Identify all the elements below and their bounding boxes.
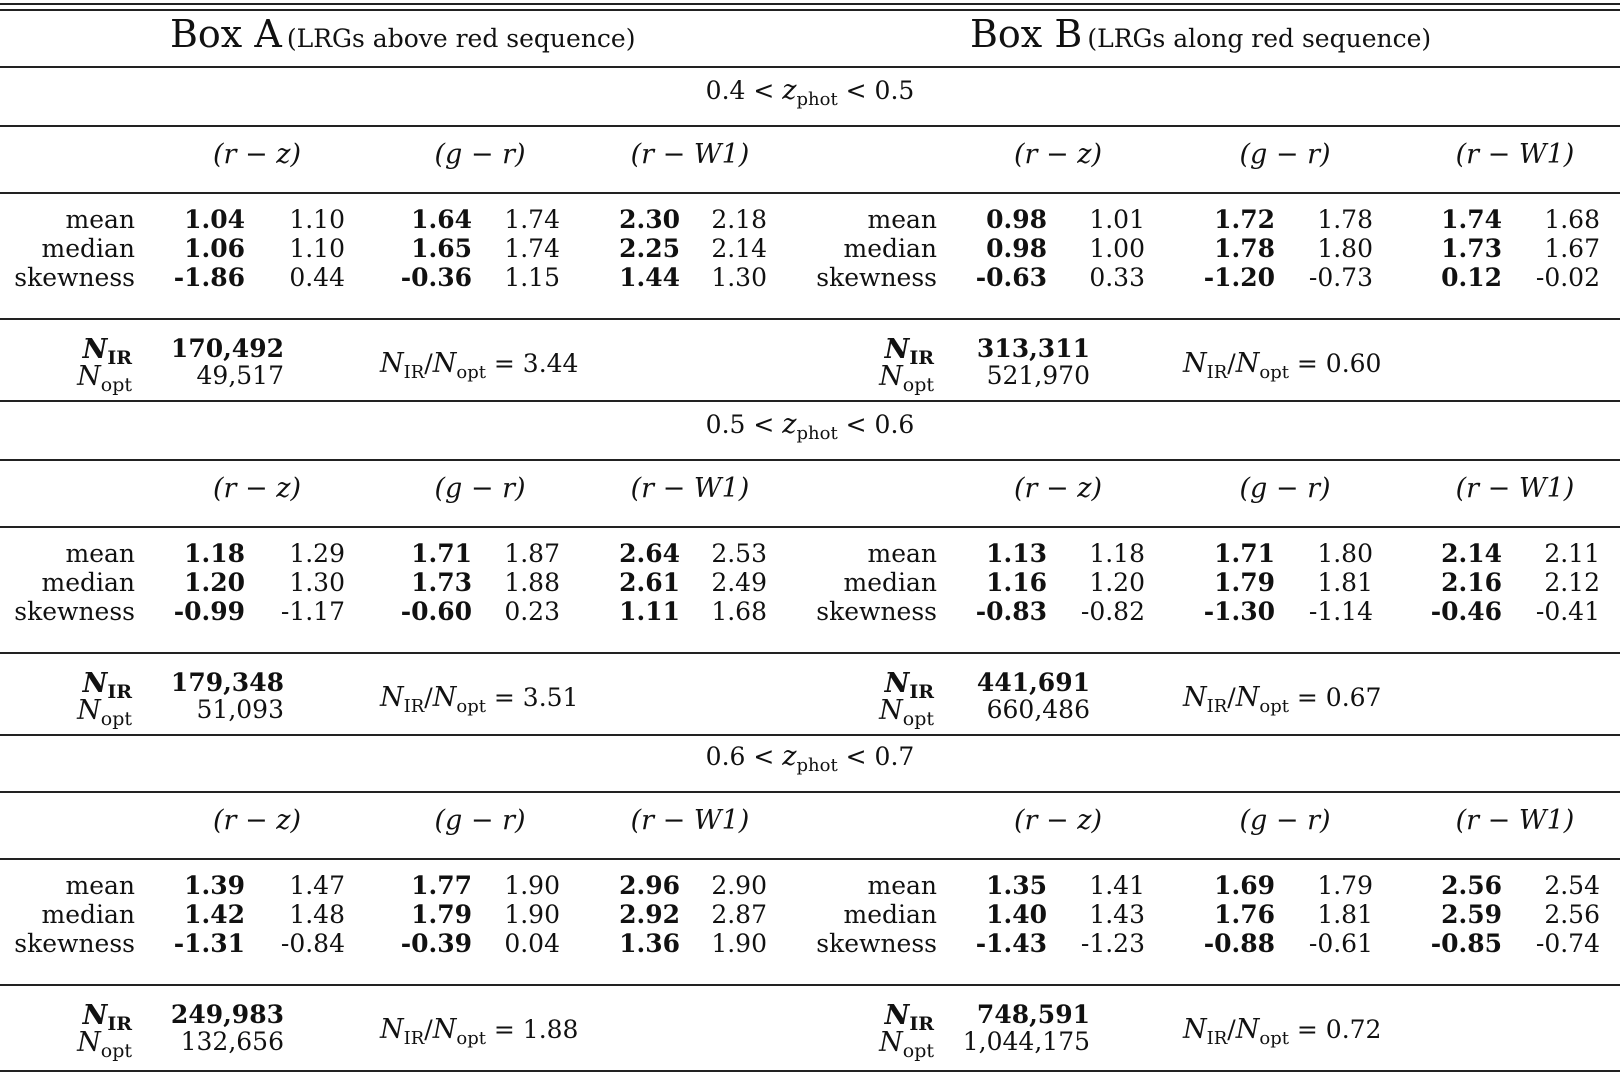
opt-value: 0.04 xyxy=(504,929,560,958)
opt-value: 1.81 xyxy=(1317,568,1373,597)
color-column-header: (g − r) xyxy=(434,805,526,836)
ir-value: -0.85 xyxy=(1430,929,1502,958)
columns-rule xyxy=(0,192,1620,194)
n-ir-label: $N_{IR}$ xyxy=(82,334,132,369)
n-opt-sub: opt xyxy=(902,708,934,730)
ir-value: 1.35 xyxy=(986,871,1047,900)
ir-value: -0.39 xyxy=(400,929,472,958)
stat-label-median: median xyxy=(41,234,135,263)
ir-value: 1.77 xyxy=(411,871,472,900)
opt-value: 1.90 xyxy=(504,900,560,929)
ir-value: -0.88 xyxy=(1203,929,1275,958)
opt-value: 1.81 xyxy=(1317,900,1373,929)
opt-value: 2.14 xyxy=(711,234,767,263)
stats-rule xyxy=(0,318,1620,320)
opt-value: 1.10 xyxy=(289,234,345,263)
n-opt-count: 1,044,175 xyxy=(962,1027,1090,1056)
opt-value: 2.11 xyxy=(1544,539,1600,568)
ir-value: 0.98 xyxy=(986,234,1047,263)
opt-value: 1.48 xyxy=(289,900,345,929)
color-column-header: (r − W1) xyxy=(1455,473,1575,504)
opt-value: 2.87 xyxy=(711,900,767,929)
header-rule xyxy=(0,66,1620,68)
ir-value: 1.79 xyxy=(1214,568,1275,597)
z-symbol: < $z_{phot}$ < xyxy=(745,741,875,776)
opt-value: 2.90 xyxy=(711,871,767,900)
opt-value: 1.20 xyxy=(1089,568,1145,597)
columns-rule xyxy=(0,526,1620,528)
n-ir-label: $N_{IR}$ xyxy=(82,668,132,703)
ir-value: 1.16 xyxy=(986,568,1047,597)
ir-value: 1.04 xyxy=(184,205,245,234)
ratio-value: 0.60 xyxy=(1325,349,1382,378)
color-column-header: (r − W1) xyxy=(1455,139,1575,170)
ir-value: 1.11 xyxy=(619,597,680,626)
n-ir-count: 179,348 xyxy=(170,668,284,697)
ir-value: 1.73 xyxy=(411,568,472,597)
opt-value: 1.68 xyxy=(711,597,767,626)
z-lower: 0.4 xyxy=(705,76,746,105)
stat-label-skewness: skewness xyxy=(14,929,135,958)
n-opt-count: 660,486 xyxy=(986,695,1090,724)
n-ratio: $N_{IR}/N_{opt} = 0.60$ xyxy=(1183,348,1382,383)
n-ir-sub: IR xyxy=(909,347,934,369)
ir-value: 1.79 xyxy=(411,900,472,929)
bin-rule xyxy=(0,459,1620,461)
ir-value: 2.64 xyxy=(619,539,680,568)
opt-value: 1.00 xyxy=(1089,234,1145,263)
opt-value: 2.56 xyxy=(1544,900,1600,929)
ir-value: -0.36 xyxy=(400,263,472,292)
color-column-header: (g − r) xyxy=(434,473,526,504)
stat-label-median: median xyxy=(41,900,135,929)
opt-value: 0.23 xyxy=(504,597,560,626)
n-opt-label: $N_{opt}$ xyxy=(77,1027,132,1062)
opt-value: 1.87 xyxy=(504,539,560,568)
n-opt-count: 132,656 xyxy=(180,1027,284,1056)
color-column-header: (r − W1) xyxy=(630,473,750,504)
opt-value: 1.43 xyxy=(1089,900,1145,929)
opt-value: -1.17 xyxy=(280,597,345,626)
ir-value: 1.36 xyxy=(619,929,680,958)
opt-value: 1.41 xyxy=(1089,871,1145,900)
opt-value: 0.33 xyxy=(1089,263,1145,292)
opt-value: 0.44 xyxy=(289,263,345,292)
n-ir-count: 313,311 xyxy=(976,334,1090,363)
stat-label-mean: mean xyxy=(867,871,937,900)
stat-label-mean: mean xyxy=(65,539,135,568)
ir-value: -0.60 xyxy=(400,597,472,626)
box-b-description: (LRGs along red sequence) xyxy=(1087,24,1432,53)
n-opt-label: $N_{opt}$ xyxy=(879,1027,934,1062)
ir-value: 1.64 xyxy=(411,205,472,234)
z-lower: 0.6 xyxy=(705,742,746,771)
color-column-header: (r − z) xyxy=(1014,139,1102,170)
opt-value: -0.84 xyxy=(280,929,345,958)
opt-value: -0.61 xyxy=(1308,929,1373,958)
opt-value: 1.80 xyxy=(1317,234,1373,263)
opt-value: -0.41 xyxy=(1535,597,1600,626)
opt-value: 1.47 xyxy=(289,871,345,900)
color-column-header: (g − r) xyxy=(1239,473,1331,504)
ir-value: 1.76 xyxy=(1214,900,1275,929)
ir-value: 1.40 xyxy=(986,900,1047,929)
opt-value: 2.18 xyxy=(711,205,767,234)
box-a-description: (LRGs above red sequence) xyxy=(286,24,636,53)
opt-value: 1.90 xyxy=(711,929,767,958)
n-ir-count: 748,591 xyxy=(976,1000,1090,1029)
opt-value: 1.90 xyxy=(504,871,560,900)
color-column-header: (r − z) xyxy=(1014,473,1102,504)
opt-value: 1.74 xyxy=(504,205,560,234)
color-column-header: (g − r) xyxy=(1239,139,1331,170)
ratio-value: 3.51 xyxy=(522,683,579,712)
n-ir-sub: IR xyxy=(107,1013,132,1035)
ratio-value: 1.88 xyxy=(522,1015,579,1044)
bin-rule xyxy=(0,791,1620,793)
n-opt-count: 49,517 xyxy=(196,361,284,390)
n-ratio: $N_{IR}/N_{opt} = 3.44$ xyxy=(380,348,579,383)
n-ir-sub: IR xyxy=(107,347,132,369)
bin-end-rule xyxy=(0,400,1620,402)
ir-value: 2.61 xyxy=(619,568,680,597)
color-column-header: (r − W1) xyxy=(1455,805,1575,836)
opt-value: 1.30 xyxy=(289,568,345,597)
n-ir-count: 249,983 xyxy=(170,1000,284,1029)
n-ir-label: $N_{IR}$ xyxy=(884,1000,934,1035)
color-column-header: (g − r) xyxy=(1239,805,1331,836)
ir-value: -0.63 xyxy=(975,263,1047,292)
ir-value: 0.12 xyxy=(1441,263,1502,292)
bin-end-rule xyxy=(0,1070,1620,1072)
stat-label-skewness: skewness xyxy=(816,597,937,626)
opt-value: 1.15 xyxy=(504,263,560,292)
n-ratio: $N_{IR}/N_{opt} = 0.72$ xyxy=(1183,1014,1382,1049)
opt-value: -0.82 xyxy=(1080,597,1145,626)
ir-value: 1.73 xyxy=(1441,234,1502,263)
ir-value: -0.83 xyxy=(975,597,1047,626)
stat-label-median: median xyxy=(843,568,937,597)
stat-label-skewness: skewness xyxy=(816,263,937,292)
n-opt-sub: opt xyxy=(100,708,132,730)
ir-value: -0.99 xyxy=(173,597,245,626)
opt-value: 1.74 xyxy=(504,234,560,263)
ir-value: 2.25 xyxy=(619,234,680,263)
ir-value: 1.39 xyxy=(184,871,245,900)
n-ir-count: 441,691 xyxy=(976,668,1090,697)
ir-value: 1.18 xyxy=(184,539,245,568)
ir-value: -1.20 xyxy=(1203,263,1275,292)
ir-value: 1.78 xyxy=(1214,234,1275,263)
opt-value: 1.10 xyxy=(289,205,345,234)
color-column-header: (r − z) xyxy=(213,805,301,836)
opt-value: 2.54 xyxy=(1544,871,1600,900)
stat-label-median: median xyxy=(41,568,135,597)
stat-label-mean: mean xyxy=(65,871,135,900)
color-column-header: (r − W1) xyxy=(630,139,750,170)
ir-value: 2.14 xyxy=(1441,539,1502,568)
n-ir-label: $N_{IR}$ xyxy=(884,334,934,369)
n-ir-label: $N_{IR}$ xyxy=(884,668,934,703)
z-symbol: < $z_{phot}$ < xyxy=(745,75,875,110)
ir-value: -1.86 xyxy=(173,263,245,292)
n-opt-sub: opt xyxy=(100,1040,132,1062)
ir-value: 1.72 xyxy=(1214,205,1275,234)
stat-label-mean: mean xyxy=(65,205,135,234)
ir-value: 1.74 xyxy=(1441,205,1502,234)
stats-rule xyxy=(0,652,1620,654)
stat-label-median: median xyxy=(843,900,937,929)
ir-value: -1.43 xyxy=(975,929,1047,958)
opt-value: -0.02 xyxy=(1535,263,1600,292)
redshift-range-label xyxy=(706,77,915,109)
stat-label-skewness: skewness xyxy=(14,597,135,626)
ratio-value: 3.44 xyxy=(522,349,579,378)
n-ir-count: 170,492 xyxy=(170,334,284,363)
n-opt-label: $N_{opt}$ xyxy=(879,361,934,396)
n-opt-label: $N_{opt}$ xyxy=(879,695,934,730)
n-ir-sub: IR xyxy=(107,681,132,703)
stats-rule xyxy=(0,984,1620,986)
opt-value: -1.14 xyxy=(1308,597,1373,626)
color-column-header: (r − W1) xyxy=(630,805,750,836)
opt-value: -0.74 xyxy=(1535,929,1600,958)
n-opt-count: 51,093 xyxy=(196,695,284,724)
n-opt-sub: opt xyxy=(100,374,132,396)
opt-value: 1.79 xyxy=(1317,871,1373,900)
ir-value: 1.65 xyxy=(411,234,472,263)
ir-value: -0.46 xyxy=(1430,597,1502,626)
ir-value: 1.06 xyxy=(184,234,245,263)
n-ratio: $N_{IR}/N_{opt} = 3.51$ xyxy=(380,682,579,717)
opt-value: 1.78 xyxy=(1317,205,1373,234)
top-rule xyxy=(0,3,1620,5)
z-upper: 0.7 xyxy=(874,742,915,771)
color-column-header: (g − r) xyxy=(434,139,526,170)
opt-value: 2.53 xyxy=(711,539,767,568)
n-ir-sub: IR xyxy=(909,1013,934,1035)
box-a-name: Box A xyxy=(170,12,282,56)
ir-value: -1.31 xyxy=(173,929,245,958)
opt-value: 2.49 xyxy=(711,568,767,597)
opt-value: 1.18 xyxy=(1089,539,1145,568)
ir-value: 2.56 xyxy=(1441,871,1502,900)
redshift-range-label xyxy=(706,411,915,443)
stat-label-skewness: skewness xyxy=(14,263,135,292)
opt-value: -0.73 xyxy=(1308,263,1373,292)
stat-label-median: median xyxy=(843,234,937,263)
n-opt-sub: opt xyxy=(902,374,934,396)
opt-value: 1.01 xyxy=(1089,205,1145,234)
opt-value: 1.80 xyxy=(1317,539,1373,568)
opt-value: 1.88 xyxy=(504,568,560,597)
color-column-header: (r − z) xyxy=(213,473,301,504)
n-ir-sub: IR xyxy=(909,681,934,703)
ratio-value: 0.72 xyxy=(1325,1015,1382,1044)
ir-value: 1.42 xyxy=(184,900,245,929)
top-rule-inner xyxy=(0,9,1620,11)
box-a-header xyxy=(170,12,636,56)
bin-end-rule xyxy=(0,734,1620,736)
z-symbol: < $z_{phot}$ < xyxy=(745,409,875,444)
bin-rule xyxy=(0,125,1620,127)
opt-value: 1.30 xyxy=(711,263,767,292)
color-column-header: (r − z) xyxy=(213,139,301,170)
ir-value: 1.69 xyxy=(1214,871,1275,900)
n-ir-label: $N_{IR}$ xyxy=(82,1000,132,1035)
ir-value: 1.20 xyxy=(184,568,245,597)
ir-value: 1.13 xyxy=(986,539,1047,568)
stat-label-mean: mean xyxy=(867,205,937,234)
ir-value: 2.92 xyxy=(619,900,680,929)
n-opt-label: $N_{opt}$ xyxy=(77,361,132,396)
opt-value: -1.23 xyxy=(1080,929,1145,958)
z-upper: 0.5 xyxy=(874,76,915,105)
color-column-header: (r − z) xyxy=(1014,805,1102,836)
ir-value: 2.16 xyxy=(1441,568,1502,597)
columns-rule xyxy=(0,858,1620,860)
opt-value: 1.67 xyxy=(1544,234,1600,263)
ratio-value: 0.67 xyxy=(1325,683,1382,712)
ir-value: -1.30 xyxy=(1203,597,1275,626)
opt-value: 1.68 xyxy=(1544,205,1600,234)
n-opt-label: $N_{opt}$ xyxy=(77,695,132,730)
opt-value: 1.29 xyxy=(289,539,345,568)
z-lower: 0.5 xyxy=(705,410,746,439)
redshift-range-label xyxy=(706,743,915,775)
ir-value: 2.59 xyxy=(1441,900,1502,929)
n-opt-count: 521,970 xyxy=(986,361,1090,390)
ir-value: 1.71 xyxy=(411,539,472,568)
n-ratio: $N_{IR}/N_{opt} = 0.67$ xyxy=(1183,682,1382,717)
n-ratio: $N_{IR}/N_{opt} = 1.88$ xyxy=(380,1014,579,1049)
opt-value: 2.12 xyxy=(1544,568,1600,597)
ir-value: 1.44 xyxy=(619,263,680,292)
z-upper: 0.6 xyxy=(874,410,915,439)
box-b-header xyxy=(970,12,1432,56)
ir-value: 2.96 xyxy=(619,871,680,900)
n-opt-sub: opt xyxy=(902,1040,934,1062)
stat-label-skewness: skewness xyxy=(816,929,937,958)
box-b-name: Box B xyxy=(970,12,1083,56)
ir-value: 2.30 xyxy=(619,205,680,234)
ir-value: 1.71 xyxy=(1214,539,1275,568)
ir-value: 0.98 xyxy=(986,205,1047,234)
stat-label-mean: mean xyxy=(867,539,937,568)
